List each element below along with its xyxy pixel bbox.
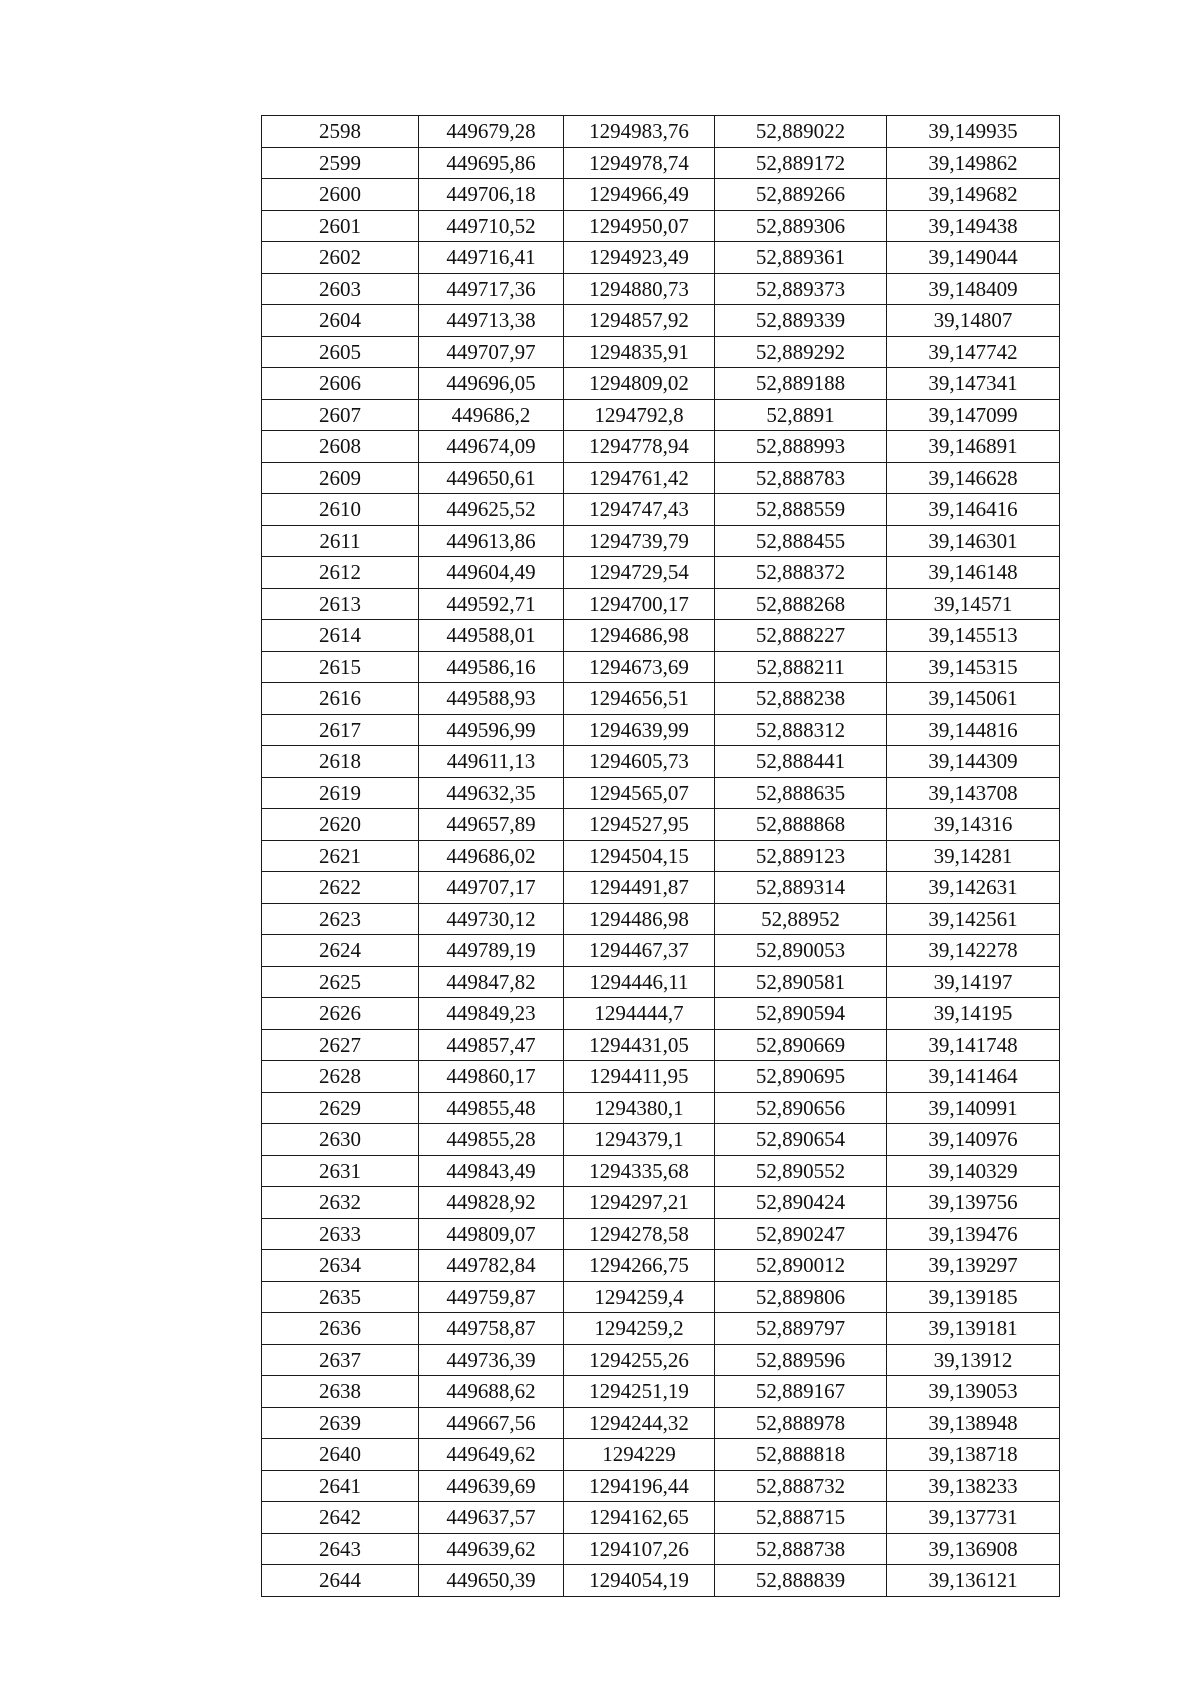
longitude-cell: 39,14195 xyxy=(887,998,1060,1030)
x-coordinate-cell: 449667,56 xyxy=(419,1407,564,1439)
point-number-cell: 2606 xyxy=(262,368,419,400)
longitude-cell: 39,14807 xyxy=(887,305,1060,337)
point-number-cell: 2602 xyxy=(262,242,419,274)
point-number-cell: 2611 xyxy=(262,525,419,557)
point-number-cell: 2624 xyxy=(262,935,419,967)
y-coordinate-cell: 1294686,98 xyxy=(564,620,715,652)
x-coordinate-cell: 449855,48 xyxy=(419,1092,564,1124)
latitude-cell: 52,889123 xyxy=(715,840,887,872)
y-coordinate-cell: 1294565,07 xyxy=(564,777,715,809)
y-coordinate-cell: 1294880,73 xyxy=(564,273,715,305)
table-row xyxy=(262,966,1060,998)
longitude-cell: 39,147742 xyxy=(887,336,1060,368)
point-number-cell: 2636 xyxy=(262,1313,419,1345)
longitude-cell: 39,141748 xyxy=(887,1029,1060,1061)
table-row xyxy=(262,494,1060,526)
point-number-cell: 2598 xyxy=(262,116,419,148)
y-coordinate-cell: 1294107,26 xyxy=(564,1533,715,1565)
latitude-cell: 52,888818 xyxy=(715,1439,887,1471)
longitude-cell: 39,149438 xyxy=(887,210,1060,242)
latitude-cell: 52,889167 xyxy=(715,1376,887,1408)
y-coordinate-cell: 1294739,79 xyxy=(564,525,715,557)
longitude-cell: 39,139297 xyxy=(887,1250,1060,1282)
y-coordinate-cell: 1294491,87 xyxy=(564,872,715,904)
table-row xyxy=(262,651,1060,683)
latitude-cell: 52,8891 xyxy=(715,399,887,431)
point-number-cell: 2628 xyxy=(262,1061,419,1093)
latitude-cell: 52,889373 xyxy=(715,273,887,305)
longitude-cell: 39,146301 xyxy=(887,525,1060,557)
table-row xyxy=(262,431,1060,463)
longitude-cell: 39,147341 xyxy=(887,368,1060,400)
y-coordinate-cell: 1294639,99 xyxy=(564,714,715,746)
x-coordinate-cell: 449843,49 xyxy=(419,1155,564,1187)
table-row xyxy=(262,273,1060,305)
table-row xyxy=(262,1313,1060,1345)
x-coordinate-cell: 449650,39 xyxy=(419,1565,564,1597)
table-row xyxy=(262,998,1060,1030)
x-coordinate-cell: 449686,02 xyxy=(419,840,564,872)
longitude-cell: 39,142278 xyxy=(887,935,1060,967)
longitude-cell: 39,145061 xyxy=(887,683,1060,715)
table-row xyxy=(262,305,1060,337)
latitude-cell: 52,890656 xyxy=(715,1092,887,1124)
latitude-cell: 52,890695 xyxy=(715,1061,887,1093)
x-coordinate-cell: 449695,86 xyxy=(419,147,564,179)
table-row xyxy=(262,620,1060,652)
point-number-cell: 2625 xyxy=(262,966,419,998)
x-coordinate-cell: 449716,41 xyxy=(419,242,564,274)
longitude-cell: 39,136121 xyxy=(887,1565,1060,1597)
table-row xyxy=(262,1124,1060,1156)
longitude-cell: 39,138948 xyxy=(887,1407,1060,1439)
y-coordinate-cell: 1294229 xyxy=(564,1439,715,1471)
x-coordinate-cell: 449710,52 xyxy=(419,210,564,242)
x-coordinate-cell: 449649,62 xyxy=(419,1439,564,1471)
longitude-cell: 39,14281 xyxy=(887,840,1060,872)
table-row xyxy=(262,147,1060,179)
y-coordinate-cell: 1294446,11 xyxy=(564,966,715,998)
table-row xyxy=(262,557,1060,589)
y-coordinate-cell: 1294431,05 xyxy=(564,1029,715,1061)
y-coordinate-cell: 1294278,58 xyxy=(564,1218,715,1250)
y-coordinate-cell: 1294266,75 xyxy=(564,1250,715,1282)
longitude-cell: 39,144816 xyxy=(887,714,1060,746)
table-row xyxy=(262,1344,1060,1376)
longitude-cell: 39,137731 xyxy=(887,1502,1060,1534)
x-coordinate-cell: 449639,62 xyxy=(419,1533,564,1565)
x-coordinate-cell: 449730,12 xyxy=(419,903,564,935)
y-coordinate-cell: 1294778,94 xyxy=(564,431,715,463)
latitude-cell: 52,889806 xyxy=(715,1281,887,1313)
longitude-cell: 39,149862 xyxy=(887,147,1060,179)
table-row xyxy=(262,1092,1060,1124)
latitude-cell: 52,889797 xyxy=(715,1313,887,1345)
y-coordinate-cell: 1294244,32 xyxy=(564,1407,715,1439)
table-row xyxy=(262,746,1060,778)
point-number-cell: 2613 xyxy=(262,588,419,620)
point-number-cell: 2632 xyxy=(262,1187,419,1219)
x-coordinate-cell: 449686,2 xyxy=(419,399,564,431)
x-coordinate-cell: 449759,87 xyxy=(419,1281,564,1313)
x-coordinate-cell: 449637,57 xyxy=(419,1502,564,1534)
longitude-cell: 39,145513 xyxy=(887,620,1060,652)
table-row xyxy=(262,399,1060,431)
latitude-cell: 52,888227 xyxy=(715,620,887,652)
latitude-cell: 52,890581 xyxy=(715,966,887,998)
point-number-cell: 2615 xyxy=(262,651,419,683)
longitude-cell: 39,147099 xyxy=(887,399,1060,431)
latitude-cell: 52,888732 xyxy=(715,1470,887,1502)
table-row xyxy=(262,1281,1060,1313)
x-coordinate-cell: 449707,97 xyxy=(419,336,564,368)
table-row xyxy=(262,1533,1060,1565)
longitude-cell: 39,138718 xyxy=(887,1439,1060,1471)
x-coordinate-cell: 449706,18 xyxy=(419,179,564,211)
point-number-cell: 2629 xyxy=(262,1092,419,1124)
latitude-cell: 52,890552 xyxy=(715,1155,887,1187)
y-coordinate-cell: 1294297,21 xyxy=(564,1187,715,1219)
table-row xyxy=(262,1439,1060,1471)
latitude-cell: 52,889266 xyxy=(715,179,887,211)
latitude-cell: 52,890424 xyxy=(715,1187,887,1219)
y-coordinate-cell: 1294809,02 xyxy=(564,368,715,400)
longitude-cell: 39,145315 xyxy=(887,651,1060,683)
latitude-cell: 52,890247 xyxy=(715,1218,887,1250)
latitude-cell: 52,888455 xyxy=(715,525,887,557)
y-coordinate-cell: 1294054,19 xyxy=(564,1565,715,1597)
table-row xyxy=(262,1029,1060,1061)
x-coordinate-cell: 449650,61 xyxy=(419,462,564,494)
longitude-cell: 39,13912 xyxy=(887,1344,1060,1376)
longitude-cell: 39,140991 xyxy=(887,1092,1060,1124)
longitude-cell: 39,139181 xyxy=(887,1313,1060,1345)
longitude-cell: 39,142631 xyxy=(887,872,1060,904)
latitude-cell: 52,888312 xyxy=(715,714,887,746)
table-row xyxy=(262,1061,1060,1093)
x-coordinate-cell: 449588,93 xyxy=(419,683,564,715)
x-coordinate-cell: 449613,86 xyxy=(419,525,564,557)
x-coordinate-cell: 449707,17 xyxy=(419,872,564,904)
longitude-cell: 39,139185 xyxy=(887,1281,1060,1313)
table-row xyxy=(262,368,1060,400)
x-coordinate-cell: 449586,16 xyxy=(419,651,564,683)
x-coordinate-cell: 449847,82 xyxy=(419,966,564,998)
table-row xyxy=(262,1250,1060,1282)
longitude-cell: 39,148409 xyxy=(887,273,1060,305)
table-row xyxy=(262,1470,1060,1502)
x-coordinate-cell: 449789,19 xyxy=(419,935,564,967)
latitude-cell: 52,889339 xyxy=(715,305,887,337)
longitude-cell: 39,149935 xyxy=(887,116,1060,148)
latitude-cell: 52,890053 xyxy=(715,935,887,967)
y-coordinate-cell: 1294380,1 xyxy=(564,1092,715,1124)
y-coordinate-cell: 1294950,07 xyxy=(564,210,715,242)
longitude-cell: 39,139476 xyxy=(887,1218,1060,1250)
point-number-cell: 2635 xyxy=(262,1281,419,1313)
point-number-cell: 2633 xyxy=(262,1218,419,1250)
x-coordinate-cell: 449625,52 xyxy=(419,494,564,526)
table-row xyxy=(262,872,1060,904)
table-row xyxy=(262,714,1060,746)
point-number-cell: 2604 xyxy=(262,305,419,337)
table-row xyxy=(262,336,1060,368)
table-row xyxy=(262,1376,1060,1408)
y-coordinate-cell: 1294923,49 xyxy=(564,242,715,274)
latitude-cell: 52,888993 xyxy=(715,431,887,463)
y-coordinate-cell: 1294792,8 xyxy=(564,399,715,431)
longitude-cell: 39,136908 xyxy=(887,1533,1060,1565)
point-number-cell: 2608 xyxy=(262,431,419,463)
point-number-cell: 2634 xyxy=(262,1250,419,1282)
x-coordinate-cell: 449588,01 xyxy=(419,620,564,652)
latitude-cell: 52,888441 xyxy=(715,746,887,778)
latitude-cell: 52,889188 xyxy=(715,368,887,400)
y-coordinate-cell: 1294259,4 xyxy=(564,1281,715,1313)
y-coordinate-cell: 1294335,68 xyxy=(564,1155,715,1187)
longitude-cell: 39,138233 xyxy=(887,1470,1060,1502)
longitude-cell: 39,14571 xyxy=(887,588,1060,620)
latitude-cell: 52,888738 xyxy=(715,1533,887,1565)
y-coordinate-cell: 1294467,37 xyxy=(564,935,715,967)
y-coordinate-cell: 1294857,92 xyxy=(564,305,715,337)
y-coordinate-cell: 1294411,95 xyxy=(564,1061,715,1093)
point-number-cell: 2619 xyxy=(262,777,419,809)
table-row xyxy=(262,840,1060,872)
x-coordinate-cell: 449657,89 xyxy=(419,809,564,841)
y-coordinate-cell: 1294251,19 xyxy=(564,1376,715,1408)
y-coordinate-cell: 1294504,15 xyxy=(564,840,715,872)
x-coordinate-cell: 449688,62 xyxy=(419,1376,564,1408)
point-number-cell: 2616 xyxy=(262,683,419,715)
table-row xyxy=(262,242,1060,274)
latitude-cell: 52,888372 xyxy=(715,557,887,589)
table-row xyxy=(262,525,1060,557)
x-coordinate-cell: 449611,13 xyxy=(419,746,564,778)
x-coordinate-cell: 449855,28 xyxy=(419,1124,564,1156)
longitude-cell: 39,140976 xyxy=(887,1124,1060,1156)
y-coordinate-cell: 1294978,74 xyxy=(564,147,715,179)
latitude-cell: 52,889172 xyxy=(715,147,887,179)
x-coordinate-cell: 449596,99 xyxy=(419,714,564,746)
longitude-cell: 39,139053 xyxy=(887,1376,1060,1408)
table-row xyxy=(262,462,1060,494)
latitude-cell: 52,890669 xyxy=(715,1029,887,1061)
latitude-cell: 52,888868 xyxy=(715,809,887,841)
point-number-cell: 2621 xyxy=(262,840,419,872)
point-number-cell: 2614 xyxy=(262,620,419,652)
y-coordinate-cell: 1294673,69 xyxy=(564,651,715,683)
longitude-cell: 39,141464 xyxy=(887,1061,1060,1093)
y-coordinate-cell: 1294259,2 xyxy=(564,1313,715,1345)
y-coordinate-cell: 1294656,51 xyxy=(564,683,715,715)
latitude-cell: 52,888268 xyxy=(715,588,887,620)
table-row xyxy=(262,935,1060,967)
longitude-cell: 39,14197 xyxy=(887,966,1060,998)
latitude-cell: 52,888783 xyxy=(715,462,887,494)
latitude-cell: 52,889361 xyxy=(715,242,887,274)
x-coordinate-cell: 449758,87 xyxy=(419,1313,564,1345)
point-number-cell: 2631 xyxy=(262,1155,419,1187)
latitude-cell: 52,888839 xyxy=(715,1565,887,1597)
y-coordinate-cell: 1294444,7 xyxy=(564,998,715,1030)
point-number-cell: 2600 xyxy=(262,179,419,211)
point-number-cell: 2637 xyxy=(262,1344,419,1376)
y-coordinate-cell: 1294196,44 xyxy=(564,1470,715,1502)
point-number-cell: 2622 xyxy=(262,872,419,904)
x-coordinate-cell: 449632,35 xyxy=(419,777,564,809)
y-coordinate-cell: 1294255,26 xyxy=(564,1344,715,1376)
point-number-cell: 2638 xyxy=(262,1376,419,1408)
longitude-cell: 39,14316 xyxy=(887,809,1060,841)
longitude-cell: 39,146628 xyxy=(887,462,1060,494)
x-coordinate-cell: 449639,69 xyxy=(419,1470,564,1502)
point-number-cell: 2601 xyxy=(262,210,419,242)
latitude-cell: 52,888978 xyxy=(715,1407,887,1439)
longitude-cell: 39,139756 xyxy=(887,1187,1060,1219)
coordinate-table xyxy=(261,115,1060,1597)
y-coordinate-cell: 1294379,1 xyxy=(564,1124,715,1156)
latitude-cell: 52,889314 xyxy=(715,872,887,904)
point-number-cell: 2630 xyxy=(262,1124,419,1156)
point-number-cell: 2609 xyxy=(262,462,419,494)
x-coordinate-cell: 449604,49 xyxy=(419,557,564,589)
longitude-cell: 39,142561 xyxy=(887,903,1060,935)
longitude-cell: 39,140329 xyxy=(887,1155,1060,1187)
point-number-cell: 2640 xyxy=(262,1439,419,1471)
table-row xyxy=(262,777,1060,809)
x-coordinate-cell: 449736,39 xyxy=(419,1344,564,1376)
table-row xyxy=(262,683,1060,715)
y-coordinate-cell: 1294527,95 xyxy=(564,809,715,841)
longitude-cell: 39,146891 xyxy=(887,431,1060,463)
longitude-cell: 39,146148 xyxy=(887,557,1060,589)
latitude-cell: 52,890654 xyxy=(715,1124,887,1156)
y-coordinate-cell: 1294729,54 xyxy=(564,557,715,589)
table-row xyxy=(262,1565,1060,1597)
latitude-cell: 52,889022 xyxy=(715,116,887,148)
point-number-cell: 2610 xyxy=(262,494,419,526)
longitude-cell: 39,144309 xyxy=(887,746,1060,778)
latitude-cell: 52,888238 xyxy=(715,683,887,715)
x-coordinate-cell: 449828,92 xyxy=(419,1187,564,1219)
table-row xyxy=(262,1502,1060,1534)
x-coordinate-cell: 449849,23 xyxy=(419,998,564,1030)
y-coordinate-cell: 1294747,43 xyxy=(564,494,715,526)
table-row xyxy=(262,588,1060,620)
longitude-cell: 39,149044 xyxy=(887,242,1060,274)
point-number-cell: 2617 xyxy=(262,714,419,746)
x-coordinate-cell: 449782,84 xyxy=(419,1250,564,1282)
x-coordinate-cell: 449860,17 xyxy=(419,1061,564,1093)
point-number-cell: 2623 xyxy=(262,903,419,935)
longitude-cell: 39,149682 xyxy=(887,179,1060,211)
point-number-cell: 2612 xyxy=(262,557,419,589)
point-number-cell: 2644 xyxy=(262,1565,419,1597)
latitude-cell: 52,889596 xyxy=(715,1344,887,1376)
point-number-cell: 2599 xyxy=(262,147,419,179)
table-row xyxy=(262,1187,1060,1219)
latitude-cell: 52,88952 xyxy=(715,903,887,935)
table-row xyxy=(262,809,1060,841)
y-coordinate-cell: 1294486,98 xyxy=(564,903,715,935)
latitude-cell: 52,889292 xyxy=(715,336,887,368)
y-coordinate-cell: 1294700,17 xyxy=(564,588,715,620)
x-coordinate-cell: 449696,05 xyxy=(419,368,564,400)
point-number-cell: 2643 xyxy=(262,1533,419,1565)
latitude-cell: 52,888715 xyxy=(715,1502,887,1534)
table-row xyxy=(262,179,1060,211)
latitude-cell: 52,889306 xyxy=(715,210,887,242)
coordinate-table-body xyxy=(262,116,1060,1597)
latitude-cell: 52,888635 xyxy=(715,777,887,809)
point-number-cell: 2607 xyxy=(262,399,419,431)
x-coordinate-cell: 449679,28 xyxy=(419,116,564,148)
table-row xyxy=(262,903,1060,935)
point-number-cell: 2639 xyxy=(262,1407,419,1439)
latitude-cell: 52,888559 xyxy=(715,494,887,526)
table-row xyxy=(262,1407,1060,1439)
y-coordinate-cell: 1294761,42 xyxy=(564,462,715,494)
point-number-cell: 2627 xyxy=(262,1029,419,1061)
x-coordinate-cell: 449809,07 xyxy=(419,1218,564,1250)
x-coordinate-cell: 449674,09 xyxy=(419,431,564,463)
latitude-cell: 52,890594 xyxy=(715,998,887,1030)
point-number-cell: 2641 xyxy=(262,1470,419,1502)
x-coordinate-cell: 449592,71 xyxy=(419,588,564,620)
point-number-cell: 2605 xyxy=(262,336,419,368)
table-row xyxy=(262,1218,1060,1250)
longitude-cell: 39,143708 xyxy=(887,777,1060,809)
y-coordinate-cell: 1294835,91 xyxy=(564,336,715,368)
y-coordinate-cell: 1294966,49 xyxy=(564,179,715,211)
x-coordinate-cell: 449857,47 xyxy=(419,1029,564,1061)
y-coordinate-cell: 1294983,76 xyxy=(564,116,715,148)
y-coordinate-cell: 1294162,65 xyxy=(564,1502,715,1534)
y-coordinate-cell: 1294605,73 xyxy=(564,746,715,778)
table-row xyxy=(262,1155,1060,1187)
longitude-cell: 39,146416 xyxy=(887,494,1060,526)
x-coordinate-cell: 449717,36 xyxy=(419,273,564,305)
latitude-cell: 52,890012 xyxy=(715,1250,887,1282)
latitude-cell: 52,888211 xyxy=(715,651,887,683)
point-number-cell: 2620 xyxy=(262,809,419,841)
x-coordinate-cell: 449713,38 xyxy=(419,305,564,337)
point-number-cell: 2626 xyxy=(262,998,419,1030)
point-number-cell: 2603 xyxy=(262,273,419,305)
point-number-cell: 2642 xyxy=(262,1502,419,1534)
point-number-cell: 2618 xyxy=(262,746,419,778)
table-row xyxy=(262,210,1060,242)
table-row xyxy=(262,116,1060,148)
